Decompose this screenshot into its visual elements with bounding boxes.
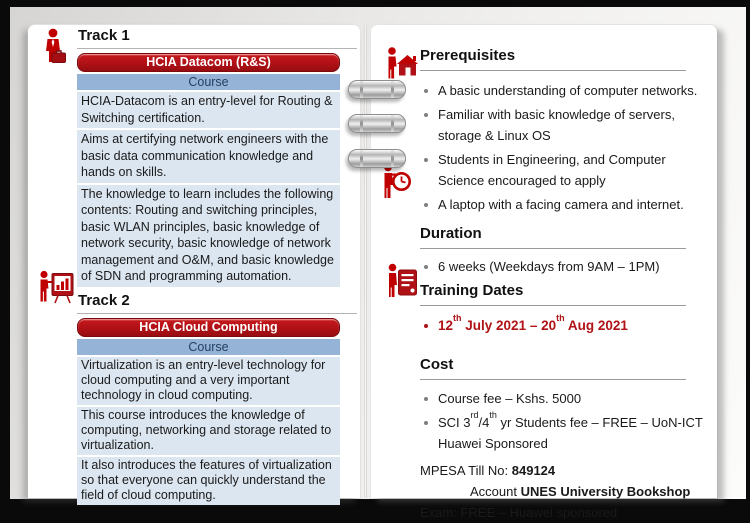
ring-clip (360, 81, 363, 98)
duration-heading: Duration (420, 223, 686, 249)
bullet-icon (424, 203, 428, 207)
account-name: UNES University Bookshop (520, 484, 691, 499)
track2-section (77, 291, 357, 507)
right-page-content (420, 45, 704, 523)
date-part: July 2021 – 20 (461, 318, 557, 333)
list-item (420, 194, 704, 215)
account-label: Account (470, 484, 521, 499)
table-row: HCIA-Datacom is an entry-level for Routing & Switching certification. (77, 92, 340, 128)
duration-list (420, 256, 704, 277)
cost-part: yr Students fee – FREE – UoN-ICT Huawei Sponsored (438, 415, 703, 451)
track2-heading: Track 2 (77, 291, 357, 314)
track2-banner: HCIA Cloud Computing (77, 318, 340, 337)
slide-background (10, 7, 746, 520)
ring-clip (360, 115, 363, 132)
presenter-chart-icon (36, 270, 76, 306)
list-item-text: A basic understanding of computer networks. (438, 83, 698, 98)
person-clock-icon (380, 163, 412, 201)
track1-table (77, 53, 340, 287)
binder-ring-icon (348, 149, 406, 168)
left-page (28, 25, 360, 502)
track2-table (77, 318, 340, 505)
cost-part: SCI 3 (438, 415, 471, 430)
cost-part: /4 (478, 415, 490, 430)
ring-clip (391, 115, 394, 132)
bullet-icon (424, 113, 428, 117)
list-item-text: Students in Engineering, and Computer Science encouraged to apply (438, 152, 666, 188)
track1-section (77, 26, 357, 289)
account-line (420, 481, 704, 502)
list-item-text (438, 409, 703, 451)
track2-course-header: Course (77, 339, 340, 355)
bullet-icon (424, 265, 428, 269)
right-page (371, 25, 717, 520)
list-item (420, 409, 704, 454)
table-row: Aims at certifying network engineers with the basic data communication knowledge and hands on skills. (77, 130, 340, 183)
table-row: The knowledge to learn includes the following contents: Routing and switching principles, basic WLAN principles, basic knowledge of network security, basic knowledge of network management and O&M, and basic knowledge of SDN and programming automation. (77, 185, 340, 287)
bullet-icon (424, 421, 428, 425)
cost-heading: Cost (420, 354, 686, 380)
list-item-text: Familiar with basic knowledge of servers, storage & Linux OS (438, 107, 675, 143)
bullet-icon (424, 89, 428, 93)
list-item (420, 104, 704, 146)
bullet-icon (424, 324, 428, 328)
mpesa-line (420, 460, 704, 481)
ring-clip (391, 81, 394, 98)
track1-heading: Track 1 (77, 26, 357, 49)
date-ordinal: th (453, 312, 462, 323)
prerequisites-heading: Prerequisites (420, 45, 686, 71)
prerequisites-list (420, 80, 704, 215)
list-item-text: 6 weeks (Weekdays from 9AM – 1PM) (438, 259, 660, 274)
list-item-text: Course fee – Kshs. 5000 (438, 391, 582, 406)
bullet-icon (424, 158, 428, 162)
mpesa-label: MPESA Till No: (420, 463, 512, 478)
list-item (420, 256, 704, 277)
list-item (420, 149, 704, 191)
date-ordinal: th (556, 312, 565, 323)
ring-clip (391, 150, 394, 167)
list-item-text: A laptop with a facing camera and internet. (438, 197, 684, 212)
date-part: Aug 2021 (564, 318, 628, 333)
binder-ring-icon (348, 80, 406, 99)
ring-clip (360, 150, 363, 167)
date-part: 12 (438, 318, 454, 333)
person-house-icon (383, 47, 419, 81)
track1-course-header: Course (77, 74, 340, 90)
table-row: Virtualization is an entry-level technology for cloud computing and a very important technology in cloud computing. (77, 357, 340, 405)
list-item (420, 80, 704, 101)
person-document-icon (385, 263, 419, 297)
cost-ordinal: rd (470, 409, 479, 420)
exam-line: Exam: FREE – Huawei sponsored (420, 505, 618, 520)
training-date (420, 312, 704, 336)
table-row: This course introduces the knowledge of computing, networking and storage related to virtualization. (77, 407, 340, 455)
cost-list (420, 388, 704, 454)
track1-banner: HCIA Datacom (R&S) (77, 53, 340, 72)
mpesa-till-number: 849124 (511, 463, 556, 478)
cost-ordinal: th (489, 409, 497, 420)
list-item (420, 388, 704, 409)
person-briefcase-icon (41, 28, 67, 74)
binder-ring-icon (348, 114, 406, 133)
table-row: It also introduces the features of virtualization so that everyone can quickly understand the field of cloud computing. (77, 457, 340, 505)
bullet-icon (424, 397, 428, 401)
training-dates-heading: Training Dates (420, 280, 686, 306)
